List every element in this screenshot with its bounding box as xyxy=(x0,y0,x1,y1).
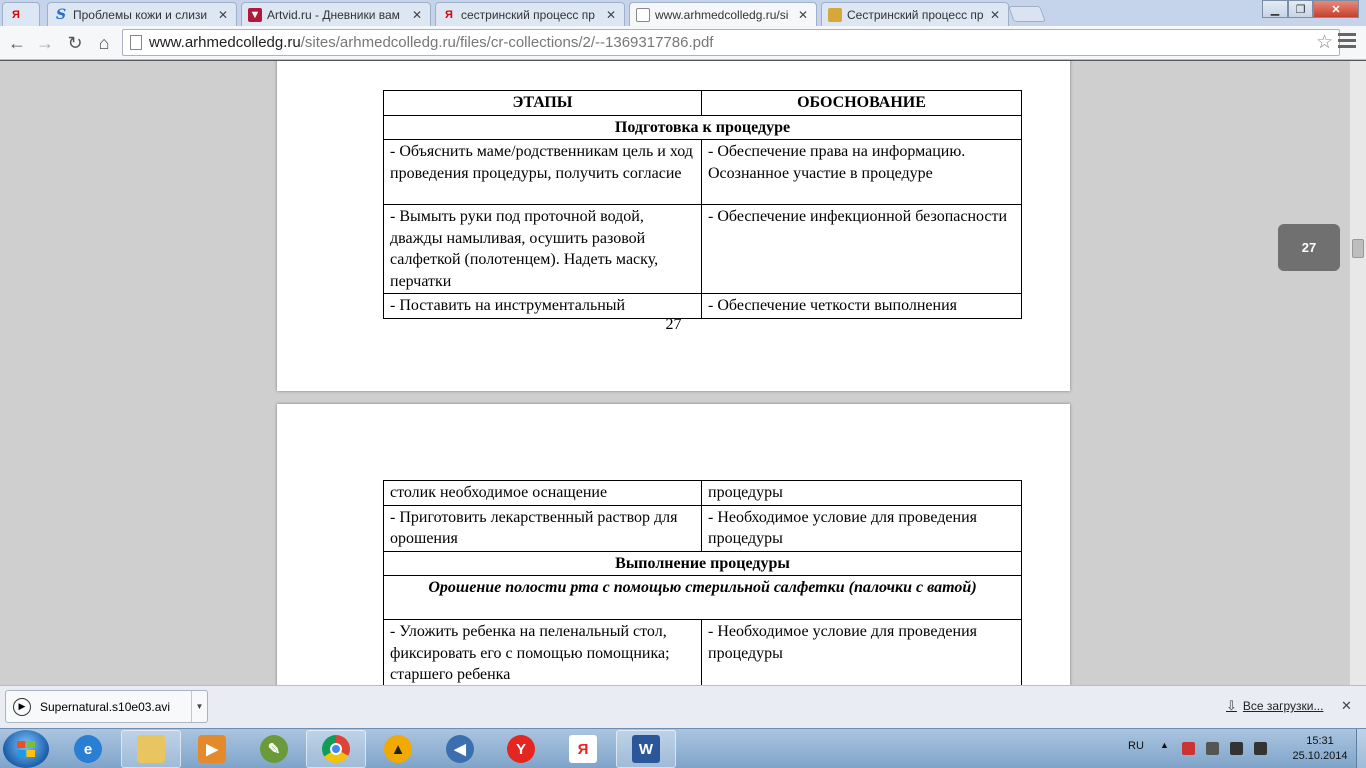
taskbar-yandex-browser[interactable] xyxy=(491,730,551,768)
menu-icon[interactable] xyxy=(1338,33,1356,51)
table-cell: - Приготовить лекарственный раствор для орошения xyxy=(384,505,702,551)
minimize-button[interactable]: ▁ xyxy=(1262,0,1288,18)
tab-strip xyxy=(0,0,1366,26)
scrollbar-thumb[interactable] xyxy=(1352,239,1364,258)
table-cell: - Объяснить маме/родственникам цель и ход проведения процедуры, получить согласие xyxy=(384,140,702,205)
media-player-icon: ▶ xyxy=(198,735,226,763)
pdf-page xyxy=(277,61,1070,391)
tab-title: www.arhmedcolledg.ru/si xyxy=(655,8,789,22)
pdf-page xyxy=(277,404,1070,685)
url-host: www.arhmedcolledg.ru xyxy=(149,34,301,51)
close-icon[interactable]: ✕ xyxy=(1341,698,1352,713)
tab-title: сестринский процесс пр xyxy=(461,7,595,22)
folder-icon xyxy=(137,735,165,763)
table-cell: - Уложить ребенка на пеленальный стол, фиксировать его с помощью помощника; старшего ребенка xyxy=(384,620,702,686)
show-desktop-button[interactable] xyxy=(1356,729,1366,768)
tool-icon: ✎ xyxy=(260,735,288,763)
close-icon[interactable]: ✕ xyxy=(412,7,423,22)
s-icon: S xyxy=(55,6,67,23)
yandex-icon: Я xyxy=(12,8,20,21)
taskbar-explorer[interactable] xyxy=(121,730,181,768)
table-cell: - Необходимое условие для проведения процедуры xyxy=(702,505,1022,551)
taskbar-sound[interactable] xyxy=(430,730,490,768)
taskbar xyxy=(0,728,1366,768)
language-indicator[interactable]: RU xyxy=(1128,740,1144,752)
subsection-header: Орошение полости рта с помощью стерильной салфетки (палочки с ватой) xyxy=(384,576,1022,620)
table-cell: - Поставить на инструментальный xyxy=(384,294,702,319)
taskbar-yandex[interactable] xyxy=(553,730,613,768)
start-button[interactable] xyxy=(3,730,49,768)
document-icon xyxy=(636,8,650,22)
taskbar-aimp[interactable] xyxy=(368,730,428,768)
vertical-scrollbar[interactable] xyxy=(1349,61,1366,685)
artvid-icon: ▼ xyxy=(249,8,261,21)
aimp-icon: ▲ xyxy=(384,735,412,763)
procedure-table xyxy=(383,90,1022,319)
bookmark-star-icon[interactable]: ☆ xyxy=(1315,32,1333,53)
table-cell: - Вымыть руки под проточной водой, дважды намыливая, осушить разовой салфеткой (полотенцем). Надеть маску, перчатки xyxy=(384,205,702,294)
column-header-reason: ОБОСНОВАНИЕ xyxy=(702,91,1022,116)
tab-yandex[interactable] xyxy=(2,2,40,26)
graduation-cap-icon xyxy=(828,8,842,22)
tab-5[interactable] xyxy=(821,2,1009,26)
tab-1[interactable] xyxy=(47,2,237,26)
table-cell: - Обеспечение инфекционной безопасности xyxy=(702,205,1022,294)
page-number: 27 xyxy=(665,316,682,333)
download-icon: ⇩ xyxy=(1226,698,1237,713)
tab-2[interactable] xyxy=(241,2,431,26)
clock-date: 25.10.2014 xyxy=(1292,750,1348,762)
clock[interactable] xyxy=(1290,734,1350,764)
taskbar-media[interactable] xyxy=(182,730,242,768)
close-icon[interactable]: ✕ xyxy=(990,7,1001,22)
page-indicator: 27 xyxy=(1278,224,1340,271)
internet-explorer-icon: e xyxy=(74,735,102,763)
forward-button[interactable]: → xyxy=(36,32,54,53)
speaker-icon: ◀ xyxy=(446,735,474,763)
close-window-button[interactable]: ✕ xyxy=(1313,0,1359,18)
taskbar-chrome[interactable] xyxy=(306,730,366,768)
table-cell: - Обеспечение четкости выполнения xyxy=(702,294,1022,319)
pdf-viewer[interactable] xyxy=(0,61,1366,685)
chevron-down-icon[interactable]: ▼ xyxy=(191,691,207,722)
chevron-up-icon[interactable]: ▲ xyxy=(1160,740,1169,750)
page-icon xyxy=(130,35,142,50)
back-button[interactable]: ← xyxy=(8,32,26,53)
network-icon[interactable] xyxy=(1230,742,1243,755)
download-filename: Supernatural.s10e03.avi xyxy=(40,699,171,714)
close-icon[interactable]: ✕ xyxy=(218,7,229,22)
device-icon[interactable] xyxy=(1206,742,1219,755)
tab-title: Artvid.ru - Дневники вам xyxy=(267,7,400,22)
taskbar-tool[interactable] xyxy=(244,730,304,768)
taskbar-word[interactable] xyxy=(616,730,676,768)
table-cell: столик необходимое оснащение xyxy=(384,481,702,506)
volume-icon[interactable] xyxy=(1254,742,1267,755)
maximize-button[interactable]: ❐ xyxy=(1288,0,1313,18)
close-icon[interactable]: ✕ xyxy=(606,7,617,22)
yandex-icon: Я xyxy=(445,8,453,21)
tab-active[interactable] xyxy=(629,2,817,27)
all-downloads-link[interactable] xyxy=(1226,698,1323,714)
table-cell: процедуры xyxy=(702,481,1022,506)
taskbar-ie[interactable] xyxy=(58,730,118,768)
browser-toolbar xyxy=(0,26,1366,60)
reload-button[interactable]: ↻ xyxy=(67,32,83,53)
tab-title: Сестринский процесс пр xyxy=(847,7,984,22)
chrome-icon xyxy=(322,735,350,763)
address-bar[interactable] xyxy=(122,29,1340,56)
new-tab-button[interactable] xyxy=(1008,6,1046,22)
word-icon: W xyxy=(632,735,660,763)
clock-time: 15:31 xyxy=(1306,735,1334,747)
table-cell: - Необходимое условие для проведения процедуры xyxy=(702,620,1022,686)
tab-3[interactable] xyxy=(435,2,625,26)
download-item[interactable] xyxy=(5,690,208,723)
table-cell: - Обеспечение права на информацию. Осознанное участие в процедуре xyxy=(702,140,1022,205)
yandex-icon: Я xyxy=(569,735,597,763)
tab-title: Проблемы кожи и слизи xyxy=(73,7,208,22)
home-button[interactable]: ⌂ xyxy=(98,32,110,53)
procedure-table xyxy=(383,480,1022,685)
section-header: Подготовка к процедуре xyxy=(384,115,1022,140)
section-header: Выполнение процедуры xyxy=(384,551,1022,576)
action-center-icon[interactable] xyxy=(1182,742,1195,755)
all-downloads-label: Все загрузки... xyxy=(1242,699,1324,713)
url-path: /sites/arhmedcolledg.ru/files/cr-collections/2/--1369317786.pdf xyxy=(300,34,714,51)
close-icon[interactable]: ✕ xyxy=(798,8,809,22)
download-bar xyxy=(0,685,1366,728)
play-icon: ▶ xyxy=(13,698,31,716)
column-header-stages: ЭТАПЫ xyxy=(384,91,702,116)
yandex-browser-icon: Y xyxy=(507,735,535,763)
